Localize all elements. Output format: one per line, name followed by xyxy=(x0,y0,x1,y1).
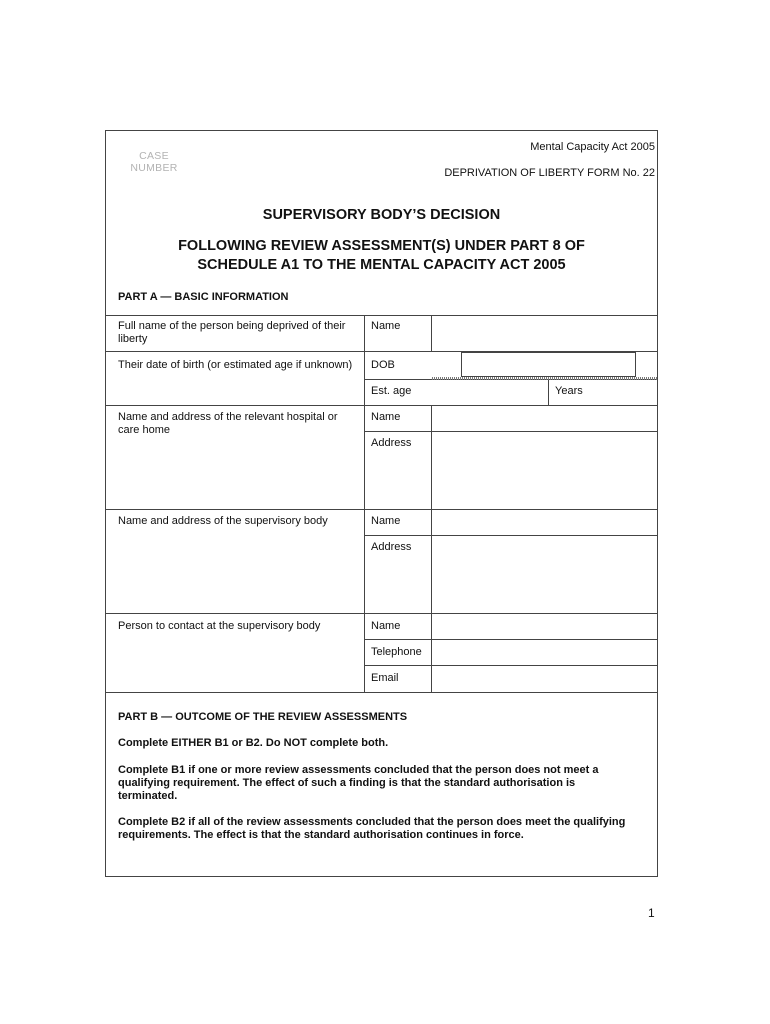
supervisory-body-question: Name and address of the supervisory body xyxy=(118,515,328,527)
contact-telephone-field[interactable] xyxy=(432,640,658,665)
b2-description-line-2: requirements. The effect is that the standard authorisation continues in force. xyxy=(118,829,524,841)
supervisory-body-name-label: Name xyxy=(371,515,401,527)
supervisory-body-address-label: Address xyxy=(371,541,412,553)
dob-label: DOB xyxy=(371,359,395,371)
column-divider xyxy=(364,315,365,692)
form-subtitle-line-1: FOLLOWING REVIEW ASSESSMENT(S) UNDER PART 8 OF xyxy=(178,238,585,254)
form-number: DEPRIVATION OF LIBERTY FORM No. 22 xyxy=(444,167,655,179)
form-subtitle-line-2: SCHEDULE A1 TO THE MENTAL CAPACITY ACT 2005 xyxy=(197,257,566,273)
column-divider xyxy=(548,379,549,405)
part-b-instruction: Complete EITHER B1 or B2. Do NOT complete both. xyxy=(118,737,389,749)
hospital-address-field[interactable] xyxy=(432,432,658,509)
dob-question: Their date of birth (or estimated age if unknown) xyxy=(118,359,353,371)
years-label: Years xyxy=(555,385,583,397)
hospital-name-label: Name xyxy=(371,411,401,423)
supervisory-body-name-field[interactable] xyxy=(432,510,658,535)
case-number-watermark: CASE NUMBER xyxy=(130,150,178,174)
page-number: 1 xyxy=(648,906,655,920)
hospital-name-field[interactable] xyxy=(432,406,658,431)
dob-input-box[interactable] xyxy=(461,352,636,377)
contact-telephone-label: Telephone xyxy=(371,646,422,658)
person-name-label: Name xyxy=(371,320,401,332)
est-age-label: Est. age xyxy=(371,385,412,397)
contact-email-label: Email xyxy=(371,672,399,684)
est-age-field[interactable] xyxy=(432,380,548,405)
hospital-question: Name and address of the relevant hospital or care home xyxy=(118,411,338,436)
b2-description-line-1: Complete B2 if all of the review assessments concluded that the person does meet the qualifying xyxy=(118,816,626,828)
hospital-address-label: Address xyxy=(371,437,412,449)
person-name-question: Full name of the person being deprived of their liberty xyxy=(118,320,346,345)
part-a-heading: PART A — BASIC INFORMATION xyxy=(118,291,289,303)
contact-question: Person to contact at the supervisory body xyxy=(118,620,321,632)
contact-email-field[interactable] xyxy=(432,666,658,692)
person-name-field[interactable] xyxy=(432,316,658,351)
contact-name-field[interactable] xyxy=(432,614,658,639)
b1-description-line-1: Complete B1 if one or more review assessments concluded that the person does not meet a xyxy=(118,764,599,776)
act-reference: Mental Capacity Act 2005 xyxy=(530,141,655,153)
b1-description-line-2: qualifying requirement. The effect of such a finding is that the standard authorisation is xyxy=(118,777,576,789)
divider xyxy=(105,692,658,693)
form-title: SUPERVISORY BODY’S DECISION xyxy=(262,207,501,223)
supervisory-body-address-field[interactable] xyxy=(432,536,658,613)
b1-description-line-3: terminated. xyxy=(118,790,178,802)
part-b-heading: PART B — OUTCOME OF THE REVIEW ASSESSMENTS xyxy=(118,711,408,723)
contact-name-label: Name xyxy=(371,620,401,632)
